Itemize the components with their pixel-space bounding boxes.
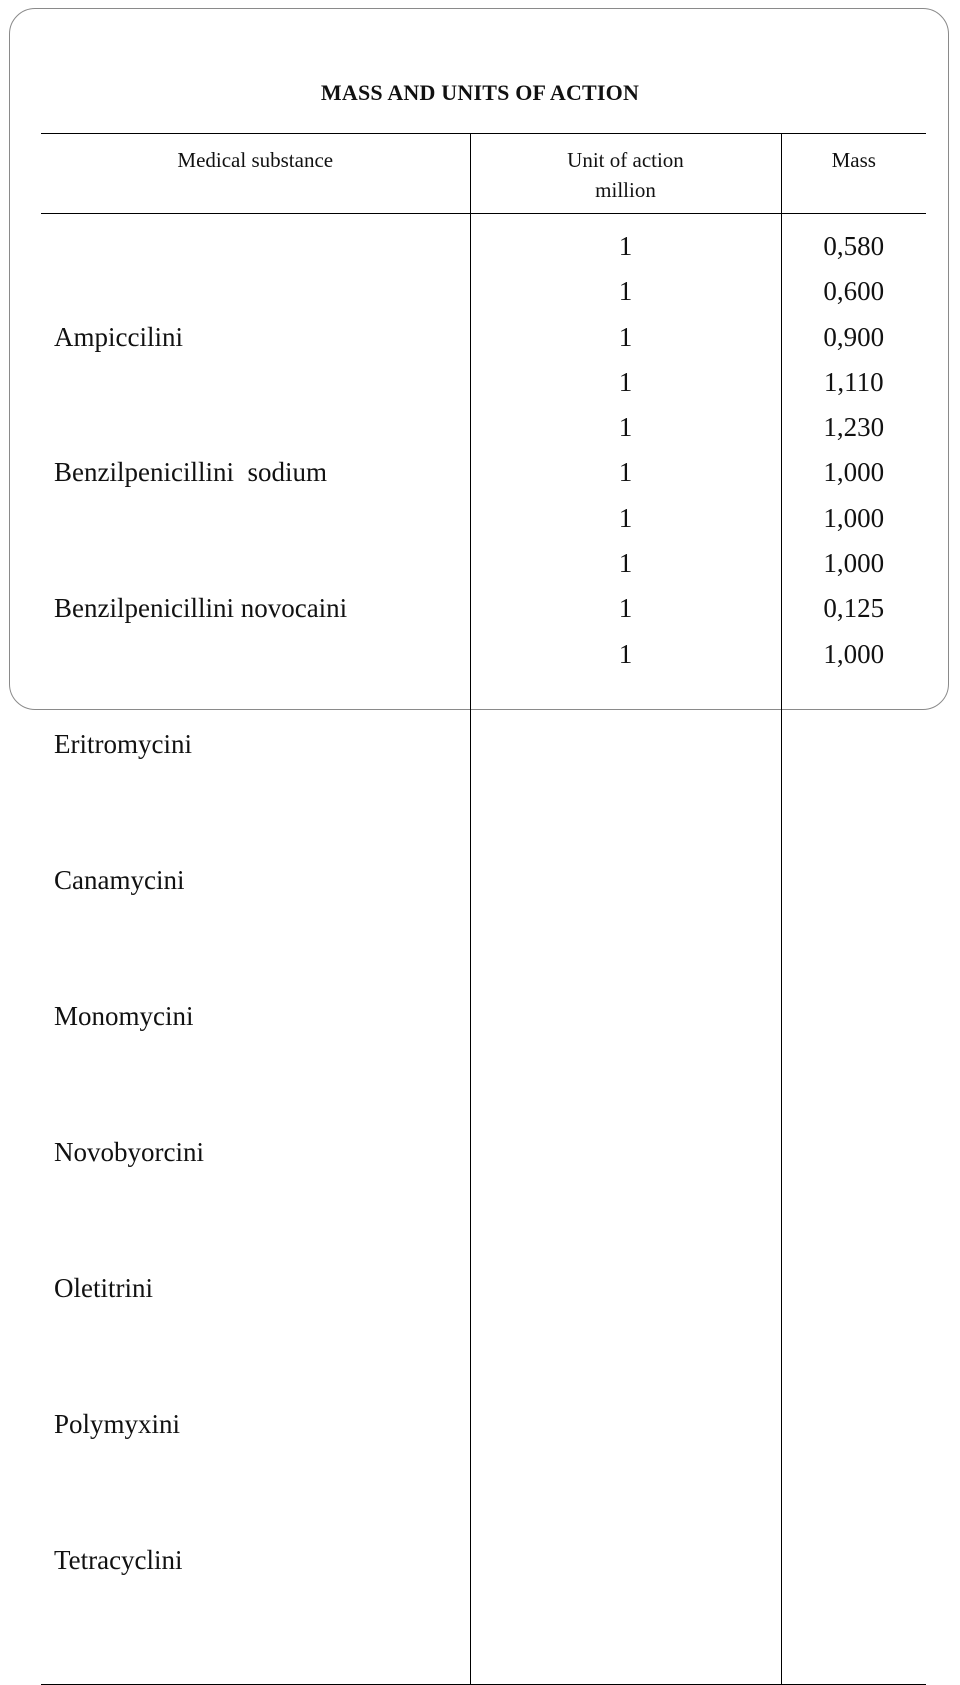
- unit-cell: 1: [618, 231, 633, 261]
- table-body-row: [41, 214, 926, 1685]
- unit-cell: 1: [618, 412, 633, 443]
- mass-units-table: [41, 133, 926, 1685]
- mass-cell: 1,230: [823, 412, 885, 443]
- substance-cell: Polymyxini: [54, 1408, 181, 1439]
- table-container: [41, 133, 926, 1685]
- header-unit-line-2: million: [595, 178, 656, 202]
- mass-cell: 1,000: [823, 548, 885, 579]
- unit-cell: 1: [618, 457, 633, 488]
- mass-cell: 0,580: [823, 231, 885, 261]
- substance-cell: Ampiccilini: [54, 321, 183, 352]
- substance-cell: Eritromycini: [54, 729, 192, 760]
- header-unit-of-action: [470, 134, 781, 214]
- unit-cell: 1: [618, 638, 633, 669]
- table-header-row: [41, 134, 926, 214]
- substance-cell: Benzilpenicillini novocaini: [54, 593, 348, 624]
- unit-cell: 1: [618, 593, 633, 624]
- substance-cell: Canamycini: [54, 865, 185, 896]
- substance-cell: Oletitrini: [54, 1272, 153, 1303]
- unit-cell: 1: [618, 548, 633, 579]
- unit-cell: 1: [618, 366, 633, 397]
- header-mass: Mass: [781, 134, 926, 214]
- substance-column: [41, 214, 470, 1685]
- mass-column: [781, 214, 926, 1685]
- header-unit-line-1: Unit of action: [567, 148, 684, 172]
- mass-cell: 0,600: [823, 276, 885, 307]
- mass-cell: 0,125: [823, 593, 885, 624]
- substance-cell: Monomycini: [54, 1001, 194, 1032]
- unit-cell: 1: [618, 502, 633, 533]
- page-title: MASS AND UNITS OF ACTION: [320, 80, 640, 105]
- unit-column: [470, 214, 781, 1685]
- mass-cell: 1,000: [823, 457, 885, 488]
- mass-cell: 1,110: [823, 366, 884, 397]
- mass-cell: 0,900: [823, 321, 885, 352]
- substance-cell: Tetracyclini: [54, 1544, 183, 1575]
- substance-cell: Novobyorcini: [54, 1136, 204, 1167]
- substance-cell: Benzilpenicillini sodium: [54, 457, 327, 488]
- unit-cell: 1: [618, 276, 633, 307]
- unit-cell: 1: [618, 321, 633, 352]
- mass-cell: 1,000: [823, 638, 885, 669]
- mass-cell: 1,000: [823, 502, 885, 533]
- header-medical-substance: Medical substance: [41, 134, 470, 214]
